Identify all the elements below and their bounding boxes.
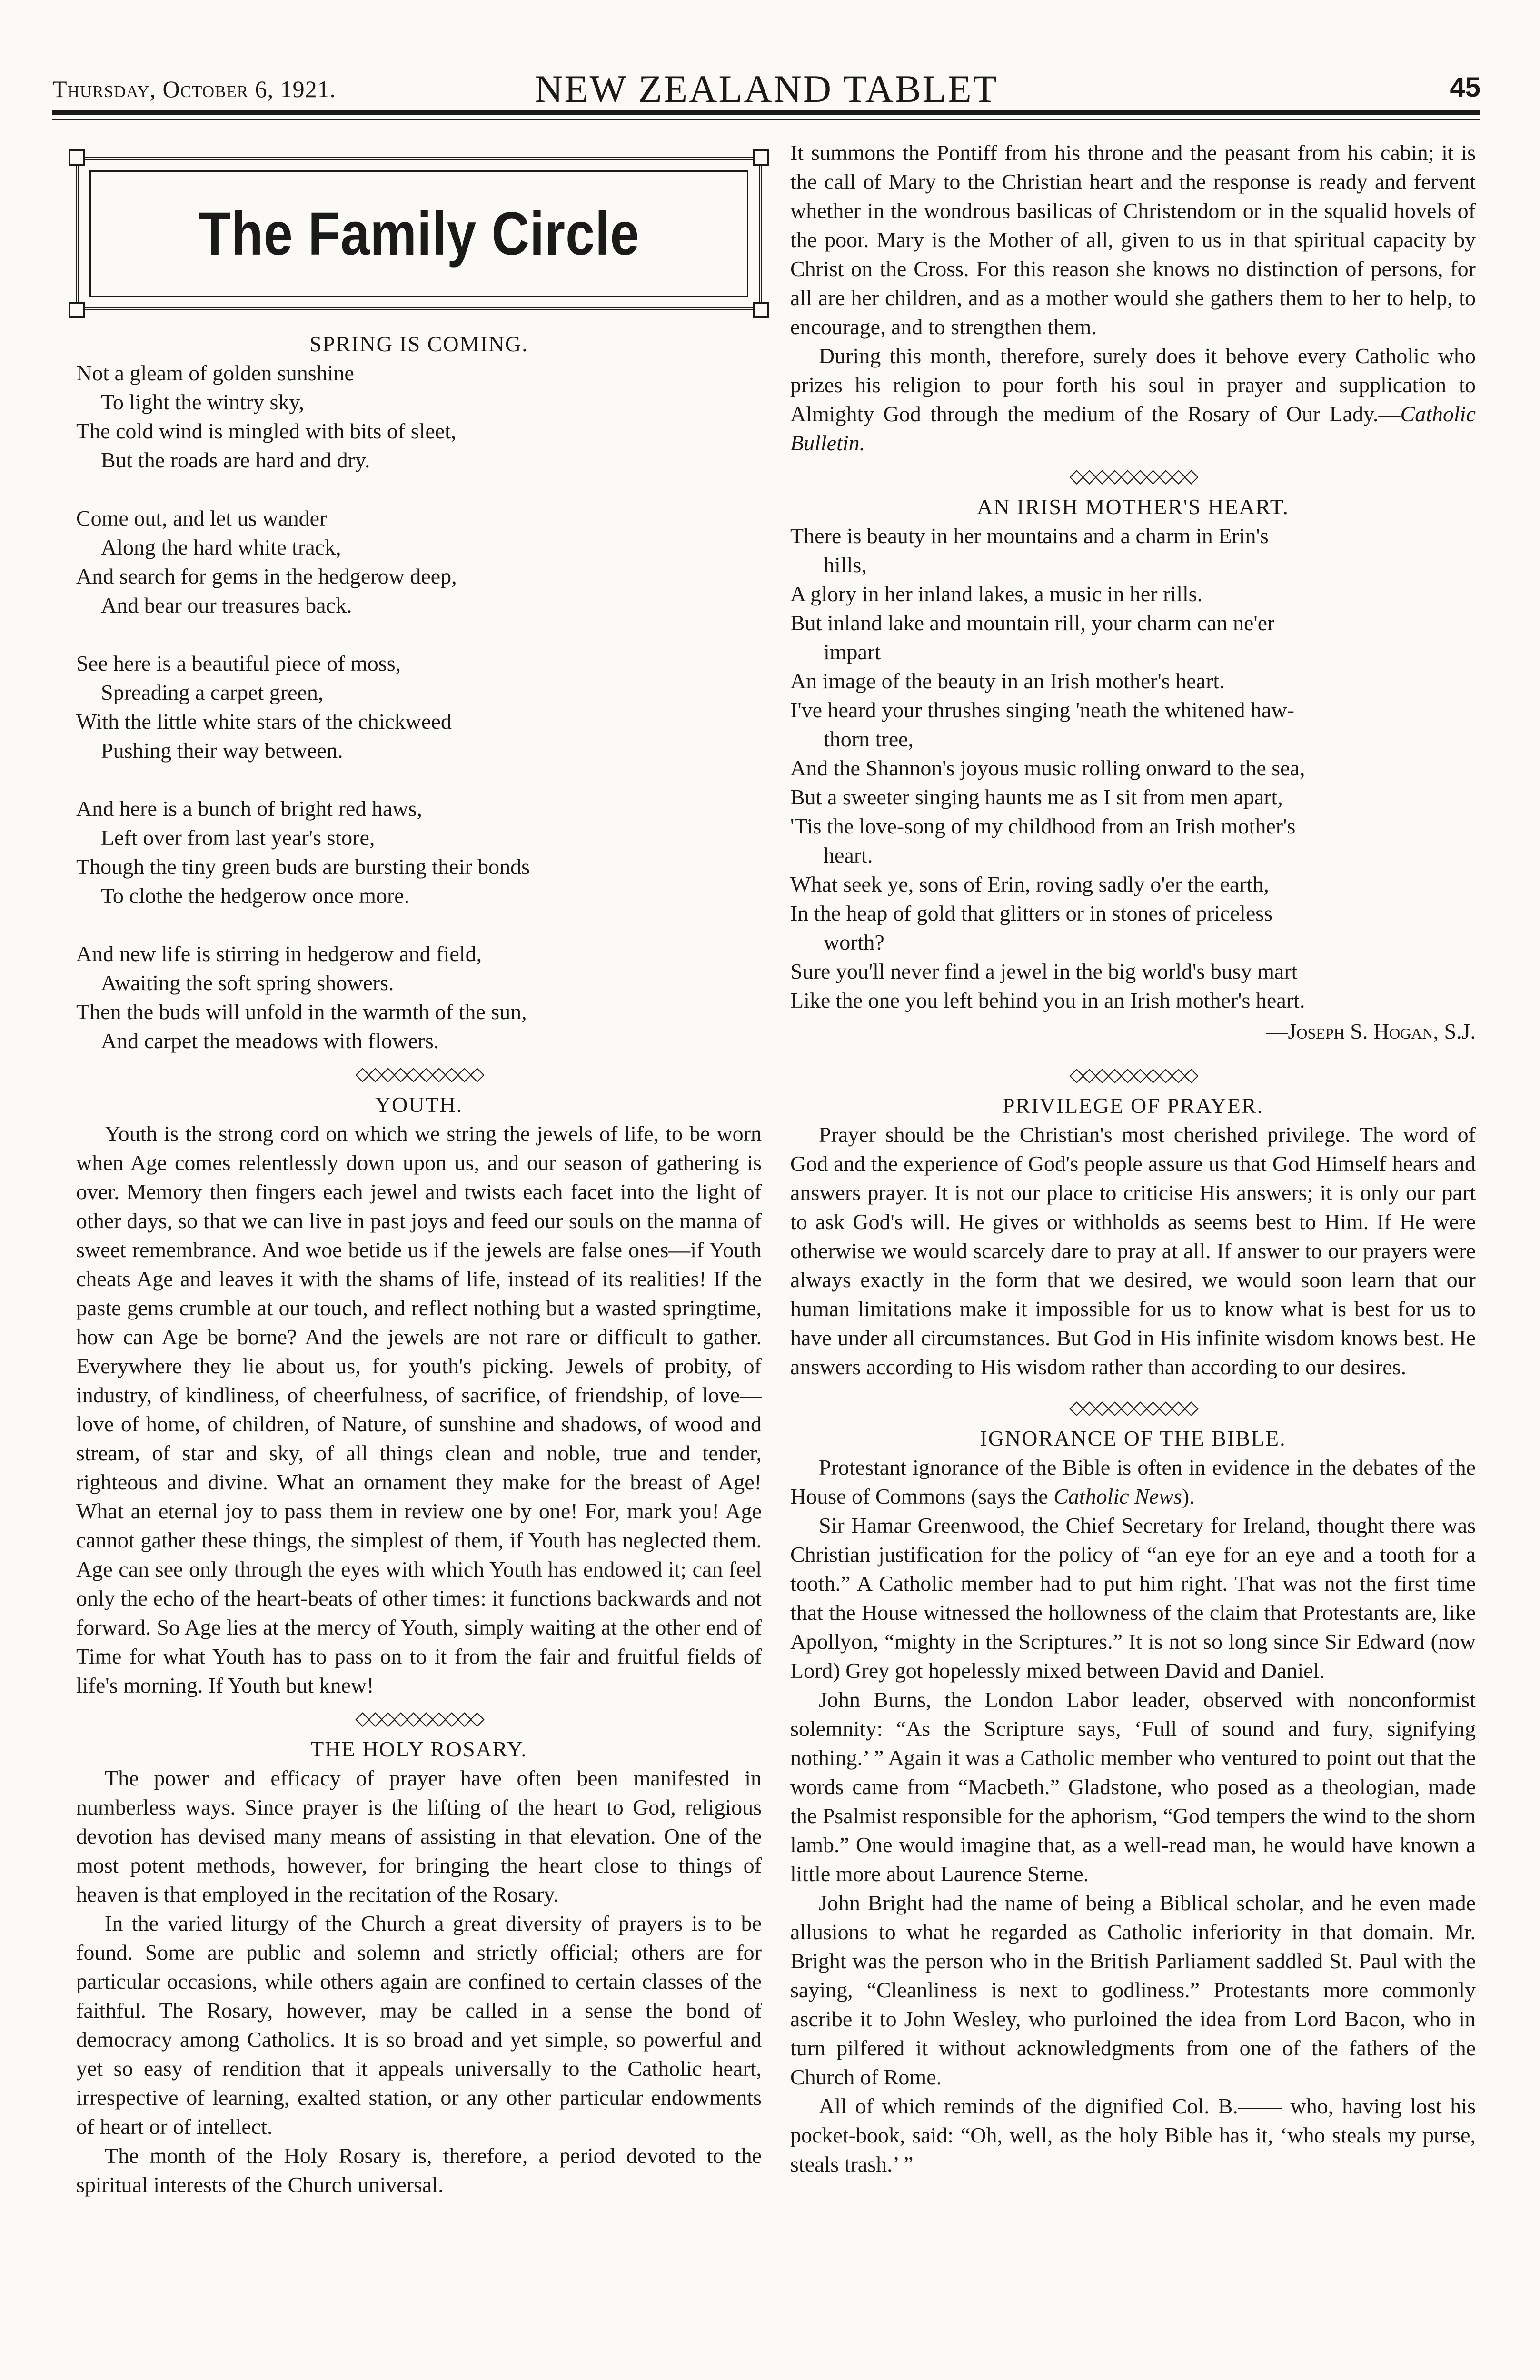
rosary-final: [790, 341, 1476, 457]
poem-line: Spreading a carpet green,: [101, 680, 324, 704]
bible-paragraph: John Burns, the London Labor leader, observed with nonconformist solemnity: “As the Scripture says, ‘Full of sound and fury, signifying nothing.’ ” Again it was a Catholic member who ventured to point out that the words came from “Macbeth.” Gladstone, who posed as a theologian, made the Psalmist responsible for the aphorism, “God tempers the wind to the shorn lamb.” One would imagine that, as a well-read man, he would have known a little more about Laurence Sterne.: [790, 1687, 1476, 1886]
poem-line: And the Shannon's joyous music rolling onward to the sea,: [790, 756, 1305, 780]
corner-ornament: [753, 149, 769, 166]
corner-ornament: [753, 302, 769, 318]
poem-line: Awaiting the soft spring showers.: [101, 971, 394, 995]
poem-line: An image of the beauty in an Irish mother's heart.: [790, 669, 1225, 693]
poem-stanza: [76, 939, 762, 1055]
poem-line: In the heap of gold that glitters or in stones of priceless: [790, 901, 1273, 925]
poem-line: thorn tree,: [824, 727, 914, 751]
rosary-paragraph: The power and efficacy of prayer have often been manifested in numberless ways. Since prayer is the lifting of the heart to God, religious devotion has devised many means of assisting in that elevation. One of the most potent methods, however, for bringing the heart close to things of heaven is that employed in the recitation of the Rosary.: [76, 1766, 762, 1906]
prayer-text: Prayer should be the Christian's most cherished privilege. The word of God and the experience of God's people assure us that God Himself hears and answers prayer. It is not our place to criticise His answers; it is only our part to ask God's will. He gives or withholds as seems best to Him. If He were otherwise we would scarcely dare to pray at all. If answer to our prayers were always exactly in the form that we desired, we would soon learn that our human limitations make it impossible for us to know what is best for us to have under all circumstances. But God in His infinite wisdom knows best. He answers according to His wisdom rather than according to our desires.: [790, 1122, 1476, 1379]
poem-line: Then the buds will unfold in the warmth of the sun,: [76, 1000, 527, 1024]
rosary-source: Catholic Bulletin.: [790, 402, 1476, 455]
section-title-box: [76, 157, 762, 310]
poem-stanza: [76, 358, 762, 475]
youth-text: Youth is the strong cord on which we string the jewels of life, to be worn when Age comes relentlessly down upon us, and our season of gathering is over. Memory then fingers each jewel and twists each facet into the light of other days, so that we can live in past joys and feed our souls on the manna of sweet remembrance. And woe betide us if the jewels are false ones—if Youth cheats Age and leaves it with the shams of life, instead of its realities! If the paste gems crumble at our touch, and reflect nothing but a wasted springtime, how can Age be borne? And the jewels are not rare or difficult to gather. Everywhere they lie about us, for youth's picking. Jewels of probity, of industry, of kindliness, of cheerfulness, of sacrifice, of friendship, of love—love of home, of children, of Nature, of sunshine and shadows, of wood and stream, of star and sky, of all things clean and noble, true and tender, righteous and divine. What an ornament they make for the breast of Age! What an eternal joy to pass them in review one by one! For, mark you! Age cannot gather these things, the simplest of them, if Youth has neglected them. Age can see only through the eyes with which Youth has endowed it; can feel only the echo of the heart-beats of other times: it functions backwards and not forward. So Age lies at the mercy of Youth, simply waiting at the other end of Time for what Youth has to pass on to it from the fair and fruitful fields of life's morning. If Youth but knew!: [76, 1121, 762, 1697]
poem-line: But the roads are hard and dry.: [101, 448, 370, 472]
header-rule-thin: [52, 119, 1480, 120]
right-column: [790, 138, 1476, 2179]
poem-line: But a sweeter singing haunts me as I sit from men apart,: [790, 785, 1283, 809]
corner-ornament: [69, 149, 85, 166]
divider-ornament: ◇◇◇◇◇◇◇◇◇◇: [1069, 1064, 1197, 1085]
bible-paragraph: All of which reminds of the dignified Col. B.—— who, having lost his pocket-book, said: “Oh, well, as the holy Bible has it, ‘who steals my purse, steals trash.’ ”: [790, 2094, 1476, 2176]
rosary-continued: It summons the Pontiff from his throne and the peasant from his cabin; it is the call of Mary to the Christian heart and the response is ready and fervent whether in the wondrous basilicas of Christendom or in the squalid hovels of the poor. Mary is the Mother of all, given to us in that spiritual capacity by Christ on the Cross. For this reason she knows no distinction of persons, for all are her children, and as a mother would she gathers them to her to help, to encourage, and to strengthen them.: [790, 140, 1476, 339]
masthead: NEW ZEALAND TABLET: [535, 67, 998, 110]
poem-line: But inland lake and mountain rill, your charm can ne'er: [790, 611, 1275, 635]
author-name: —Joseph S. Hogan, S.J.: [1266, 1019, 1476, 1043]
divider-ornament: ◇◇◇◇◇◇◇◇◇◇: [1069, 465, 1197, 486]
poem-line: Like the one you left behind you in an Irish mother's heart.: [790, 988, 1305, 1012]
bible-intro: Protestant ignorance of the Bible is often in evidence in the debates of the House of Commons (says the: [790, 1455, 1476, 1508]
poem-line: To clothe the hedgerow once more.: [101, 883, 410, 908]
poem-line: There is beauty in her mountains and a charm in Erin's: [790, 524, 1269, 548]
poem-line: And bear our treasures back.: [101, 593, 352, 617]
bible-paragraph: [790, 1453, 1476, 1511]
poem-stanza: [76, 794, 762, 910]
rosary-final-text: During this month, therefore, surely does it behove every Catholic who prizes his religion to pour forth his soul in prayer and supplication to Almighty God through the medium of the Rosary of Our Lady.—: [790, 344, 1476, 426]
poem-line: And carpet the meadows with flowers.: [101, 1029, 439, 1053]
bible-paragraph: John Bright had the name of being a Biblical scholar, and he even made allusions to what he regarded as Catholic inferiority in that domain. Mr. Bright was the person who in the British Parliament saddled St. Paul with the saying, “Cleanliness is next to godliness.” Protestants more commonly ascribe it to John Wesley, who purloined the idea from Lord Bacon, who in turn pilfered it without acknowledgments from one of the fathers of the Church of Rome.: [790, 1891, 1476, 2089]
poem-line: I've heard your thrushes singing 'neath the whitened haw-: [790, 698, 1294, 722]
left-column: [76, 143, 762, 2199]
poem-stanza: [76, 649, 762, 765]
poem-line: 'Tis the love-song of my childhood from an Irish mother's: [790, 814, 1296, 838]
spring-poem: [76, 358, 762, 1055]
bible-source: Catholic News: [1053, 1484, 1182, 1508]
page-header: [52, 57, 1480, 109]
divider-ornament: ◇◇◇◇◇◇◇◇◇◇: [355, 1707, 483, 1729]
youth-title: YOUTH.: [375, 1092, 463, 1117]
rosary-paragraph: The month of the Holy Rosary is, therefore, a period devoted to the spiritual interests of the Church universal.: [76, 2143, 762, 2197]
poem-line: And search for gems in the hedgerow deep,: [76, 564, 457, 588]
header-rule-thick: [52, 110, 1480, 115]
page-number: 45: [1450, 72, 1480, 103]
poem-line: Come out, and let us wander: [76, 506, 327, 530]
poem-author: [790, 1017, 1476, 1046]
bible-paragraph: Sir Hamar Greenwood, the Chief Secretary for Ireland, thought there was Christian justification for the policy of “an eye for an eye and a tooth for a tooth.” A Catholic member had to put him right. That was not the first time that the House witnessed the hollowness of the claim that Protestants are, like Apollyon, “mighty in the Scriptures.” It is not so long since Sir Edward (now Lord) Grey got hopelessly mixed between David and Daniel.: [790, 1513, 1476, 1683]
divider-ornament: ◇◇◇◇◇◇◇◇◇◇: [1069, 1397, 1197, 1418]
poem-line: To light the wintry sky,: [101, 390, 304, 414]
poem-line: See here is a beautiful piece of moss,: [76, 651, 401, 675]
issue-date: Thursday, October 6, 1921.: [52, 76, 337, 102]
poem-line: Left over from last year's store,: [101, 825, 375, 850]
poem-line: With the little white stars of the chickweed: [76, 709, 452, 734]
poem-line: impart: [824, 640, 881, 664]
poem-line: What seek ye, sons of Erin, roving sadly o'er the earth,: [790, 872, 1269, 896]
section-title: The Family Circle: [198, 199, 640, 268]
divider-ornament: ◇◇◇◇◇◇◇◇◇◇: [355, 1063, 483, 1084]
poem-stanza: [76, 504, 762, 620]
poem-line: heart.: [824, 843, 873, 867]
irish-poem: [790, 521, 1476, 1015]
prayer-title: PRIVILEGE OF PRAYER.: [1002, 1093, 1264, 1118]
poem-line: worth?: [824, 930, 884, 954]
bible-intro-end: ).: [1182, 1484, 1195, 1508]
poem-line: A glory in her inland lakes, a music in her rills.: [790, 582, 1203, 606]
poem-line: Pushing their way between.: [101, 738, 343, 763]
rosary-paragraph: In the varied liturgy of the Church a great diversity of prayers is to be found. Some are public and solemn and strictly official; others are for particular occasions, while others again are confined to certain classes of the faithful. The Rosary, however, may be called in a sense the bond of democracy among Catholics. It is so broad and yet simple, so powerful and yet so easy of rendition that it appeals universally to the Catholic heart, irrespective of learning, exalted station, or any other particular endowments of heart or of intellect.: [76, 1911, 762, 2139]
poem-line: And new life is stirring in hedgerow and field,: [76, 942, 482, 966]
corner-ornament: [69, 302, 85, 318]
poem-line: And here is a bunch of bright red haws,: [76, 796, 422, 821]
poem-line: hills,: [824, 553, 867, 577]
poem-line: Not a gleam of golden sunshine: [76, 361, 354, 385]
irish-title: AN IRISH MOTHER'S HEART.: [977, 495, 1289, 519]
poem-line: Sure you'll never find a jewel in the big world's busy mart: [790, 959, 1298, 983]
spring-title: SPRING IS COMING.: [309, 332, 528, 356]
rosary-title: THE HOLY ROSARY.: [310, 1737, 527, 1761]
poem-line: The cold wind is mingled with bits of sleet,: [76, 419, 457, 443]
bible-title: IGNORANCE OF THE BIBLE.: [980, 1426, 1286, 1450]
poem-line: Though the tiny green buds are bursting their bonds: [76, 854, 530, 879]
poem-line: Along the hard white track,: [101, 535, 341, 559]
